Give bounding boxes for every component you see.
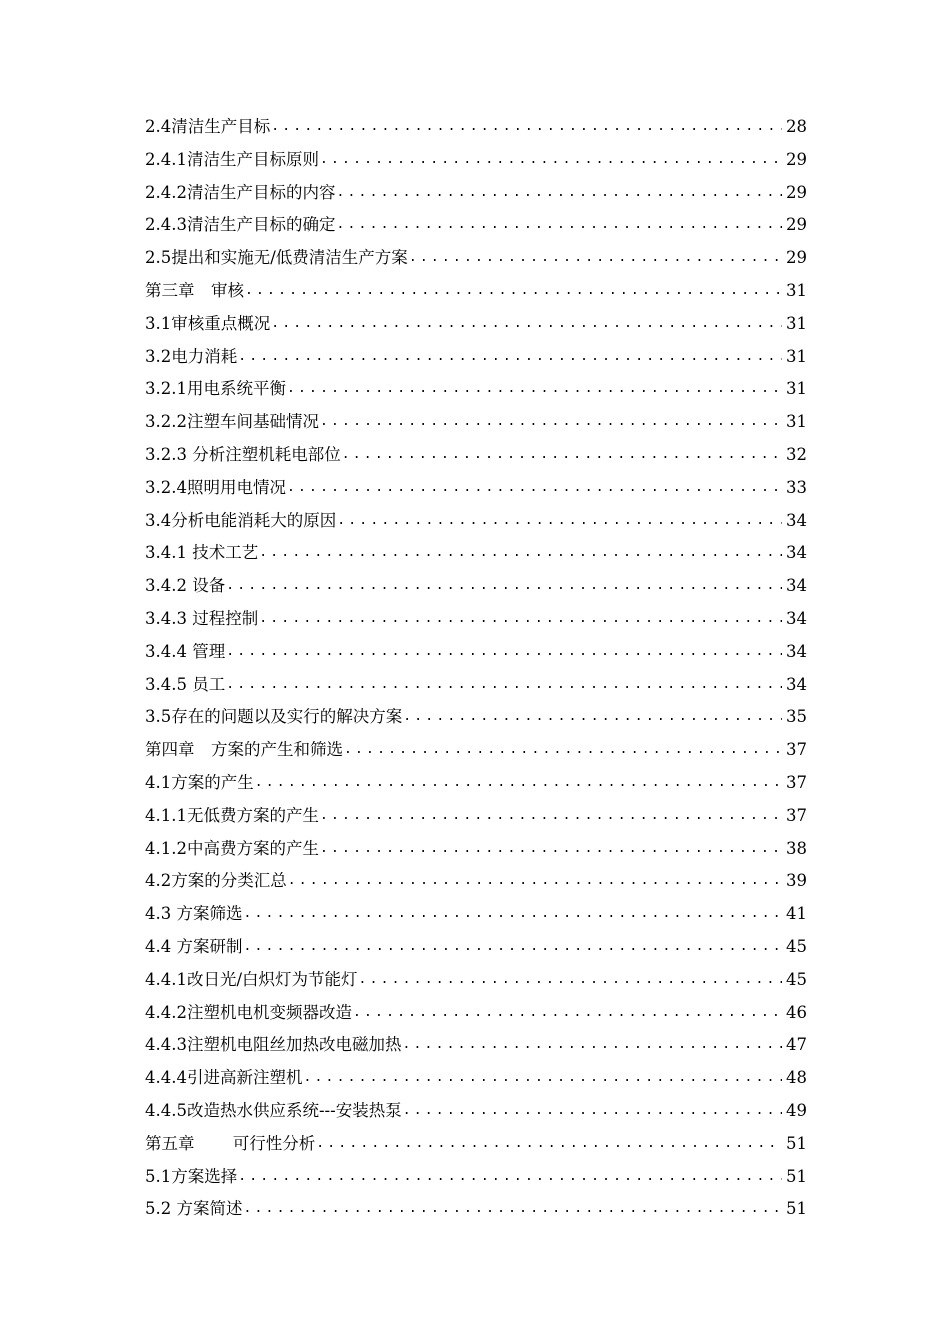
toc-entry-page-number: 31 — [786, 280, 807, 300]
toc-entry[interactable] — [145, 472, 807, 505]
toc-dot-leader — [343, 734, 782, 767]
toc-entry-page-number: 29 — [786, 215, 807, 235]
toc-entry[interactable] — [145, 636, 807, 669]
toc-dot-leader — [319, 406, 782, 439]
toc-entry-title: 3.2.3 分析注塑机耗电部位 — [145, 444, 341, 464]
toc-entry[interactable] — [145, 439, 807, 472]
toc-entry-title: 4.4 方案研制 — [145, 936, 243, 956]
toc-entry[interactable] — [145, 800, 807, 833]
toc-entry-page-number: 31 — [786, 346, 807, 366]
toc-entry-page-number: 31 — [786, 379, 807, 399]
toc-entry[interactable] — [145, 865, 807, 898]
toc-entry-title: 3.2电力消耗 — [145, 346, 238, 366]
toc-entry-title: 4.3 方案筛选 — [145, 904, 243, 924]
toc-entry[interactable] — [145, 308, 807, 341]
toc-entry-title: 4.4.1改日光/白炽灯为节能灯 — [145, 969, 358, 989]
toc-dot-leader — [335, 177, 782, 210]
toc-entry[interactable] — [145, 669, 807, 702]
toc-dot-leader — [341, 439, 782, 472]
toc-entry-page-number: 45 — [786, 969, 807, 989]
toc-dot-leader — [258, 603, 782, 636]
toc-entry-page-number: 41 — [786, 904, 807, 924]
toc-entry-page-number: 31 — [786, 412, 807, 432]
toc-entry[interactable] — [145, 570, 807, 603]
toc-entry-title: 3.4.4 管理 — [145, 641, 226, 661]
toc-entry[interactable] — [145, 209, 807, 242]
toc-entry-title: 3.4.2 设备 — [145, 576, 226, 596]
toc-entry[interactable] — [145, 931, 807, 964]
toc-dot-leader — [352, 997, 782, 1030]
toc-entry-page-number: 34 — [786, 641, 807, 661]
toc-entry-title: 2.5提出和实施无/低费清洁生产方案 — [145, 248, 408, 268]
toc-entry[interactable] — [145, 964, 807, 997]
toc-entry-page-number: 35 — [786, 707, 807, 727]
toc-dot-leader — [302, 1062, 782, 1095]
toc-entry-page-number: 51 — [786, 1166, 807, 1186]
toc-entry-page-number: 37 — [786, 772, 807, 792]
toc-entry-title: 4.1.1无低费方案的产生 — [145, 805, 319, 825]
toc-entry-page-number: 29 — [786, 149, 807, 169]
toc-dot-leader — [225, 636, 782, 669]
toc-entry[interactable] — [145, 1128, 807, 1161]
toc-entry[interactable] — [145, 1062, 807, 1095]
toc-dot-leader — [270, 308, 782, 341]
toc-entry-page-number: 34 — [786, 510, 807, 530]
toc-entry-title: 3.5存在的问题以及实行的解决方案 — [145, 707, 403, 727]
toc-entry[interactable] — [145, 373, 807, 406]
toc-entry[interactable] — [145, 505, 807, 538]
toc-dot-leader — [270, 111, 782, 144]
toc-dot-leader — [402, 1095, 782, 1128]
toc-entry-page-number: 38 — [786, 838, 807, 858]
toc-entry-title: 3.2.2注塑车间基础情况 — [145, 412, 319, 432]
toc-entry-page-number: 51 — [786, 1133, 807, 1153]
toc-entry[interactable] — [145, 997, 807, 1030]
toc-entry[interactable] — [145, 1193, 807, 1226]
toc-dot-leader — [401, 1029, 782, 1062]
toc-entry[interactable] — [145, 1029, 807, 1062]
toc-dot-leader — [402, 701, 782, 734]
toc-entry-page-number: 37 — [786, 805, 807, 825]
toc-entry-page-number: 31 — [786, 313, 807, 333]
toc-dot-leader — [287, 865, 782, 898]
toc-dot-leader — [243, 931, 783, 964]
toc-entry-page-number: 47 — [786, 1035, 807, 1055]
toc-dot-leader — [319, 144, 782, 177]
toc-dot-leader — [319, 833, 782, 866]
toc-dot-leader — [237, 341, 782, 374]
toc-entry-page-number: 34 — [786, 674, 807, 694]
toc-entry-title: 4.4.3注塑机电阻丝加热改电磁加热 — [145, 1035, 402, 1055]
toc-dot-leader — [286, 373, 782, 406]
toc-entry-title: 2.4.3清洁生产目标的确定 — [145, 215, 336, 235]
toc-dot-leader — [335, 209, 782, 242]
toc-entry[interactable] — [145, 537, 807, 570]
toc-entry[interactable] — [145, 275, 807, 308]
toc-entry-title: 4.4.4引进高新注塑机 — [145, 1068, 303, 1088]
toc-dot-leader — [358, 964, 782, 997]
toc-entry-title: 4.4.2注塑机电机变频器改造 — [145, 1002, 352, 1022]
toc-entry-page-number: 39 — [786, 871, 807, 891]
toc-entry-title: 2.4.2清洁生产目标的内容 — [145, 182, 336, 202]
toc-dot-leader — [244, 275, 782, 308]
toc-entry-title: 第三章 审核 — [145, 280, 244, 300]
table-of-contents — [145, 111, 807, 1226]
toc-entry-page-number: 34 — [786, 576, 807, 596]
toc-entry-page-number: 48 — [786, 1068, 807, 1088]
toc-entry[interactable] — [145, 734, 807, 767]
toc-dot-leader — [408, 242, 782, 275]
toc-entry-page-number: 37 — [786, 740, 807, 760]
toc-dot-leader — [319, 800, 782, 833]
toc-dot-leader — [254, 767, 782, 800]
toc-entry[interactable] — [145, 341, 807, 374]
toc-dot-leader — [336, 505, 782, 538]
toc-entry-title: 3.1审核重点概况 — [145, 313, 271, 333]
toc-dot-leader — [243, 1193, 783, 1226]
toc-entry[interactable] — [145, 603, 807, 636]
toc-entry[interactable] — [145, 898, 807, 931]
toc-entry-title: 5.1方案选择 — [145, 1166, 238, 1186]
toc-entry-title: 第五章 可行性分析 — [145, 1133, 316, 1153]
toc-entry[interactable] — [145, 833, 807, 866]
toc-entry[interactable] — [145, 1095, 807, 1128]
toc-dot-leader — [258, 537, 782, 570]
toc-entry-page-number: 49 — [786, 1100, 807, 1120]
toc-entry-page-number: 28 — [786, 117, 807, 136]
toc-entry-page-number: 45 — [786, 936, 807, 956]
toc-entry[interactable] — [145, 701, 807, 734]
toc-entry-title: 4.4.5改造热水供应系统---安装热泵 — [145, 1100, 402, 1120]
toc-entry-title: 3.4.3 过程控制 — [145, 608, 259, 628]
toc-entry-title: 3.2.4照明用电情况 — [145, 477, 286, 497]
toc-entry-page-number: 34 — [786, 543, 807, 563]
toc-entry-title: 5.2 方案简述 — [145, 1199, 243, 1219]
toc-entry-page-number: 32 — [786, 444, 807, 464]
toc-dot-leader — [237, 1161, 782, 1194]
toc-entry-title: 第四章 方案的产生和筛选 — [145, 740, 343, 760]
toc-dot-leader — [225, 570, 782, 603]
toc-dot-leader — [286, 472, 782, 505]
toc-entry-page-number: 29 — [786, 248, 807, 268]
toc-entry-title: 4.1.2中高费方案的产生 — [145, 838, 319, 858]
toc-entry-title: 3.4.5 员工 — [145, 674, 226, 694]
toc-entry[interactable] — [145, 767, 807, 800]
toc-entry-title: 2.4清洁生产目标 — [145, 117, 271, 136]
toc-entry-page-number: 29 — [786, 182, 807, 202]
toc-entry-title: 4.2方案的分类汇总 — [145, 871, 287, 891]
toc-entry[interactable] — [145, 144, 807, 177]
toc-entry[interactable] — [145, 406, 807, 439]
toc-entry[interactable] — [145, 242, 807, 275]
toc-dot-leader — [315, 1128, 782, 1161]
toc-entry-page-number: 33 — [786, 477, 807, 497]
toc-entry-title: 3.4.1 技术工艺 — [145, 543, 259, 563]
toc-entry-title: 3.2.1用电系统平衡 — [145, 379, 286, 399]
toc-entry-page-number: 34 — [786, 608, 807, 628]
toc-entry-page-number: 46 — [786, 1002, 807, 1022]
toc-dot-leader — [243, 898, 783, 931]
toc-dot-leader — [225, 669, 782, 702]
toc-entry[interactable] — [145, 1161, 807, 1194]
toc-entry[interactable] — [145, 177, 807, 210]
toc-entry-page-number: 51 — [786, 1199, 807, 1219]
toc-entry-title: 2.4.1清洁生产目标原则 — [145, 149, 319, 169]
toc-entry-title: 4.1方案的产生 — [145, 772, 254, 792]
toc-entry-title: 3.4分析电能消耗大的原因 — [145, 510, 337, 530]
toc-entry[interactable] — [145, 111, 807, 144]
